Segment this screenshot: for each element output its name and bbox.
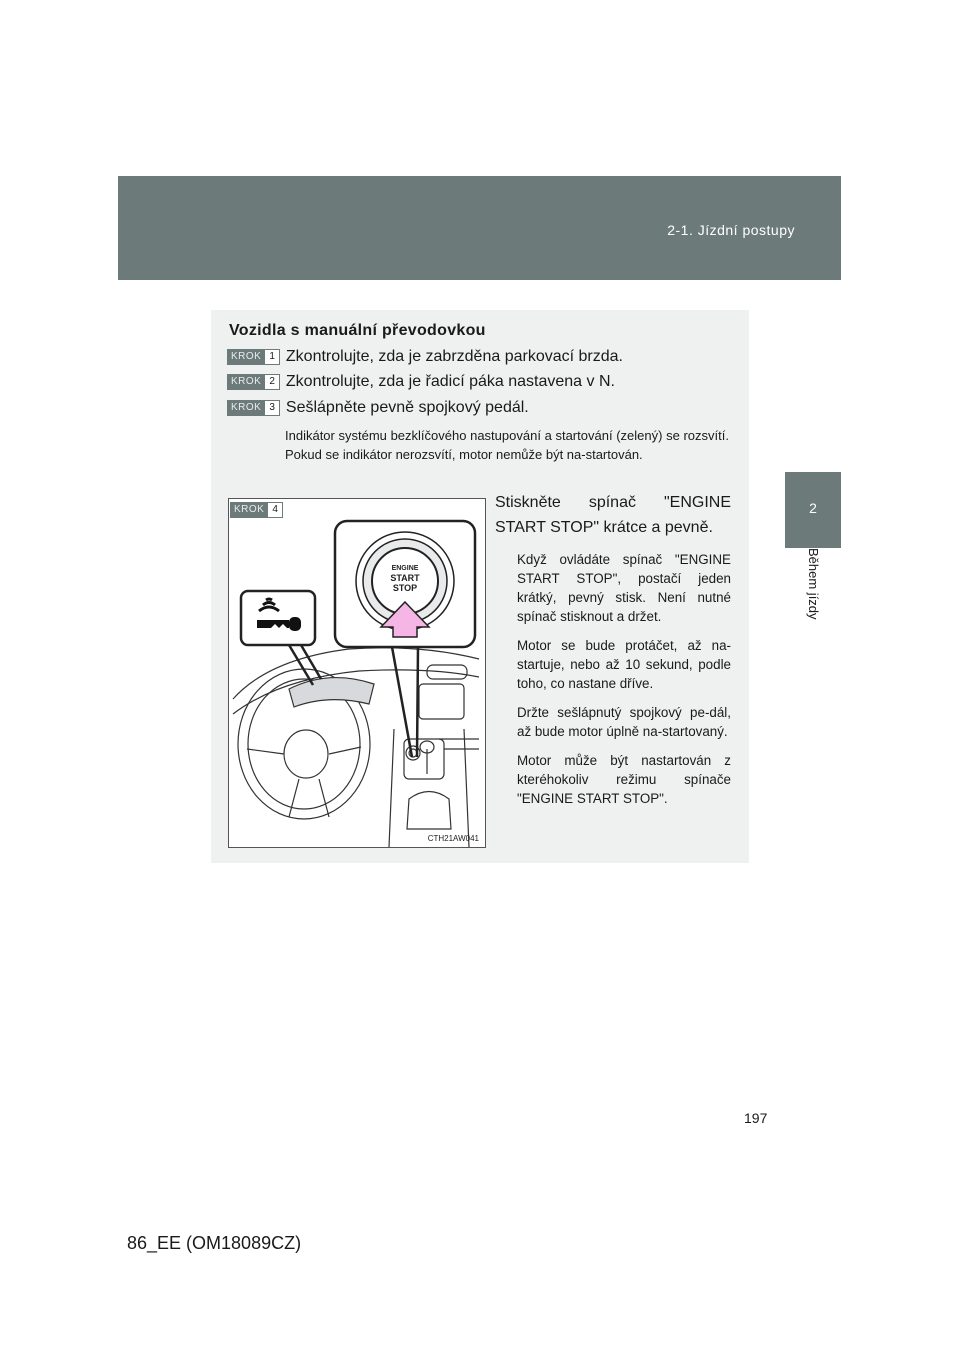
step-2 [227,371,615,393]
step-text: Zkontrolujte, zda je zabrzděna parkovací brzda. [285,348,623,365]
step-badge: KROK 3 [227,400,280,416]
engine-start-illustration [228,498,486,848]
footer-code: 86_EE (OM18089CZ) [127,1233,302,1253]
section-title: 2-1. Jízdní postupy [667,222,795,238]
step-4-note: Motor může být nastartován z kteréhokoliv režimu spínače "ENGINE START STOP". [517,753,731,806]
dashboard-drawing [229,499,485,847]
chapter-number: 2 [809,500,817,516]
button-label-line-1: ENGINE [391,565,419,572]
chapter-tab [785,472,841,548]
step-badge: KROK 2 [227,374,280,390]
step-4-note: Držte sešlápnutý spojkový pe-dál, až bude motor úplně na-startovaný. [517,705,731,739]
chapter-label-text: Během jízdy [806,548,821,620]
step-1 [227,346,623,368]
step-4-note: Když ovládáte spínač "ENGINE START STOP", postačí jeden krátký, pevný stisk. Není nutné spínač stisknout a držet. [517,552,731,624]
figure-code: CTH21AW041 [427,834,479,843]
step-badge: KROK 4 [230,502,283,518]
step-4-instruction: Stiskněte spínač "ENGINE START STOP" krátce a pevně. [495,494,731,536]
step-3 [227,397,529,419]
panel-title: Vozidla s manuální převodovkou [229,322,486,339]
button-label-line-3: STOP [392,583,418,593]
step-4-note: Motor se bude protáčet, až na-startuje, nebo až 10 sekund, podle toho, co nastane dříve. [517,638,731,691]
step-text: Sešlápněte pevně spojkový pedál. [285,399,529,416]
step-3-note: Indikátor systému bezklíčového nastupování a startování (zelený) se rozsvítí. Pokud se indikátor nerozsvítí, motor nemůže být na-startován. [285,428,729,462]
button-label-line-2: START [390,573,420,583]
content-panel [211,310,749,863]
step-badge: KROK 1 [227,349,280,365]
chapter-label [785,548,841,658]
page-number: 197 [744,1110,768,1126]
step-4-notes [517,550,731,818]
step-text: Zkontrolujte, zda je řadicí páka nastavena v N. [285,373,615,390]
chapter-header [118,176,841,280]
